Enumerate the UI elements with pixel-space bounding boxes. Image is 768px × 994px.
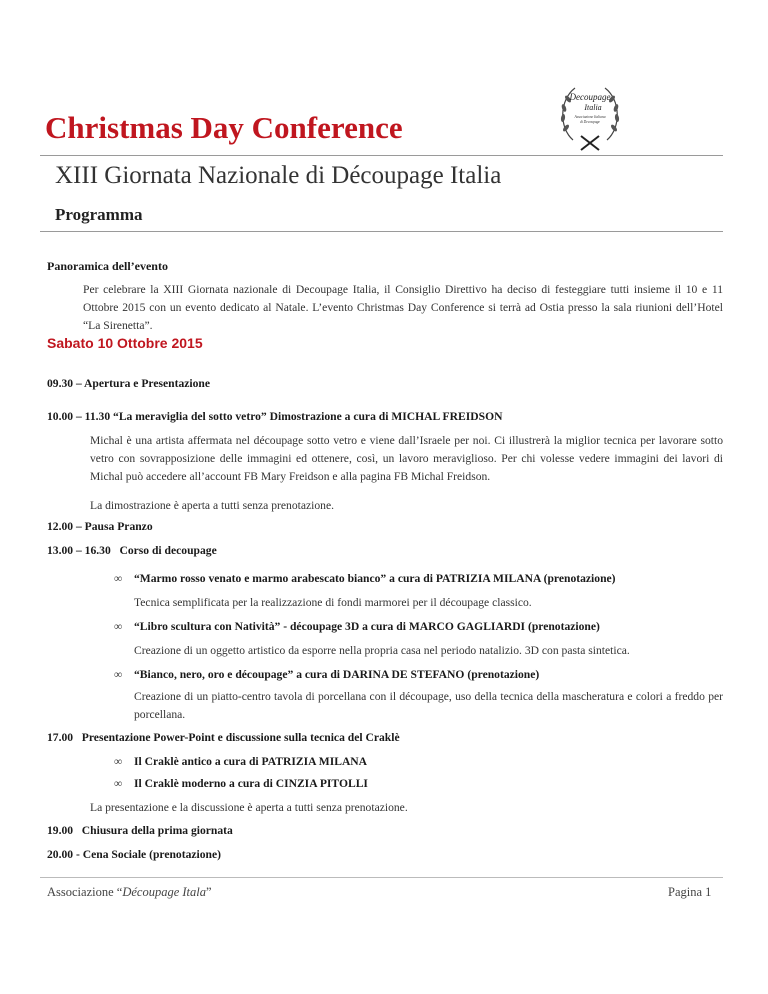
demo-note: La dimostrazione è aperta a tutti senza prenotazione. xyxy=(90,499,335,512)
footer-prefix: Associazione “ xyxy=(47,885,123,899)
conference-title: Christmas Day Conference xyxy=(45,110,403,145)
schedule-item-closing: 19.00 Chiusura della prima giornata xyxy=(47,824,233,837)
presentation-item: Il Craklè antico a cura di PATRIZIA MILANA xyxy=(134,755,368,768)
footer-association xyxy=(47,885,212,900)
logo-line-4: di Decoupage xyxy=(579,120,601,124)
bullet-icon: ∞ xyxy=(114,777,123,790)
logo-line-3: Associazione Italiana xyxy=(574,115,606,119)
course-item-description: Tecnica semplificata per la realizzazione di fondi marmorei per il découpage classico. xyxy=(134,596,532,609)
schedule-item-lunch: 12.00 – Pausa Pranzo xyxy=(47,520,153,533)
page-number: Pagina 1 xyxy=(668,885,712,899)
schedule-item-course: 13.00 – 16.30 Corso di decoupage xyxy=(47,544,217,557)
course-item-description: Creazione di un oggetto artistico da esporre nella propria casa nel periodo natalizio. 3D con pasta sintetica. xyxy=(134,644,630,657)
section-heading: Programma xyxy=(55,205,143,224)
demo-description: Michal è una artista affermata nel découpage sotto vetro e viene dall’Israele per noi. Ci illustrerà la miglior tecnica per lavorare sotto vetro con sovrapposizione delle immagini ed ottenere, così, un lavoro meraviglioso. Per chi volesse vedere immagini dei lavori di Michal può accedere all’account FB Mary Freidson e alla pagina FB Michal Freidson. xyxy=(90,434,723,483)
day-heading: Sabato 10 Ottobre 2015 xyxy=(47,335,203,351)
association-logo xyxy=(553,78,627,152)
bullet-icon: ∞ xyxy=(114,668,123,681)
title-divider xyxy=(40,155,723,156)
course-item-description: Creazione di un piatto-centro tavola di porcellana con il découpage, uso della tecnica della mascheratura e colori a freddo per porcellana. xyxy=(134,690,723,721)
course-item-title: “Marmo rosso venato e marmo arabescato bianco” a cura di PATRIZIA MILANA (prenotazione) xyxy=(134,572,616,585)
event-subtitle: XIII Giornata Nazionale di Découpage Italia xyxy=(55,162,502,189)
footer-association-name: Découpage Itala xyxy=(122,885,206,899)
schedule-item-dinner: 20.00 - Cena Sociale (prenotazione) xyxy=(47,848,221,861)
bullet-icon: ∞ xyxy=(114,755,123,768)
course-item-title: “Bianco, nero, oro e découpage” a cura di DARINA DE STEFANO (prenotazione) xyxy=(134,668,540,681)
logo-line-1: Decoupage xyxy=(569,92,611,102)
schedule-item-demo: 10.00 – 11.30 “La meraviglia del sotto vetro” Dimostrazione a cura di MICHAL FREIDSON xyxy=(47,410,503,423)
overview-text: Per celebrare la XIII Giornata nazionale di Decoupage Italia, il Consiglio Direttivo ha deciso di festeggiare tutti insieme il 10 e 11 Ottobre 2015 con un evento dedicato al Natale. L’evento Christmas Day Conference si terrà ad Ostia presso la sala riunioni dell’Hotel “La Sirenetta”. xyxy=(83,283,723,332)
presentation-note: La presentazione e la discussione è aperta a tutti senza prenotazione. xyxy=(90,801,408,814)
course-item-title: “Libro scultura con Natività” - découpage 3D a cura di MARCO GAGLIARDI (prenotazione) xyxy=(134,620,600,633)
bullet-icon: ∞ xyxy=(114,572,123,585)
footer-suffix: ” xyxy=(205,885,212,899)
section-divider xyxy=(40,231,723,232)
bullet-icon: ∞ xyxy=(114,620,123,633)
presentation-item: Il Craklè moderno a cura di CINZIA PITOLLI xyxy=(134,777,368,790)
footer-divider xyxy=(40,877,723,878)
schedule-item-presentation: 17.00 Presentazione Power-Point e discussione sulla tecnica del Craklè xyxy=(47,731,400,744)
overview-heading: Panoramica dell’evento xyxy=(47,259,168,273)
logo-line-2: Italia xyxy=(584,103,602,112)
schedule-item-opening: 09.30 – Apertura e Presentazione xyxy=(47,377,211,390)
